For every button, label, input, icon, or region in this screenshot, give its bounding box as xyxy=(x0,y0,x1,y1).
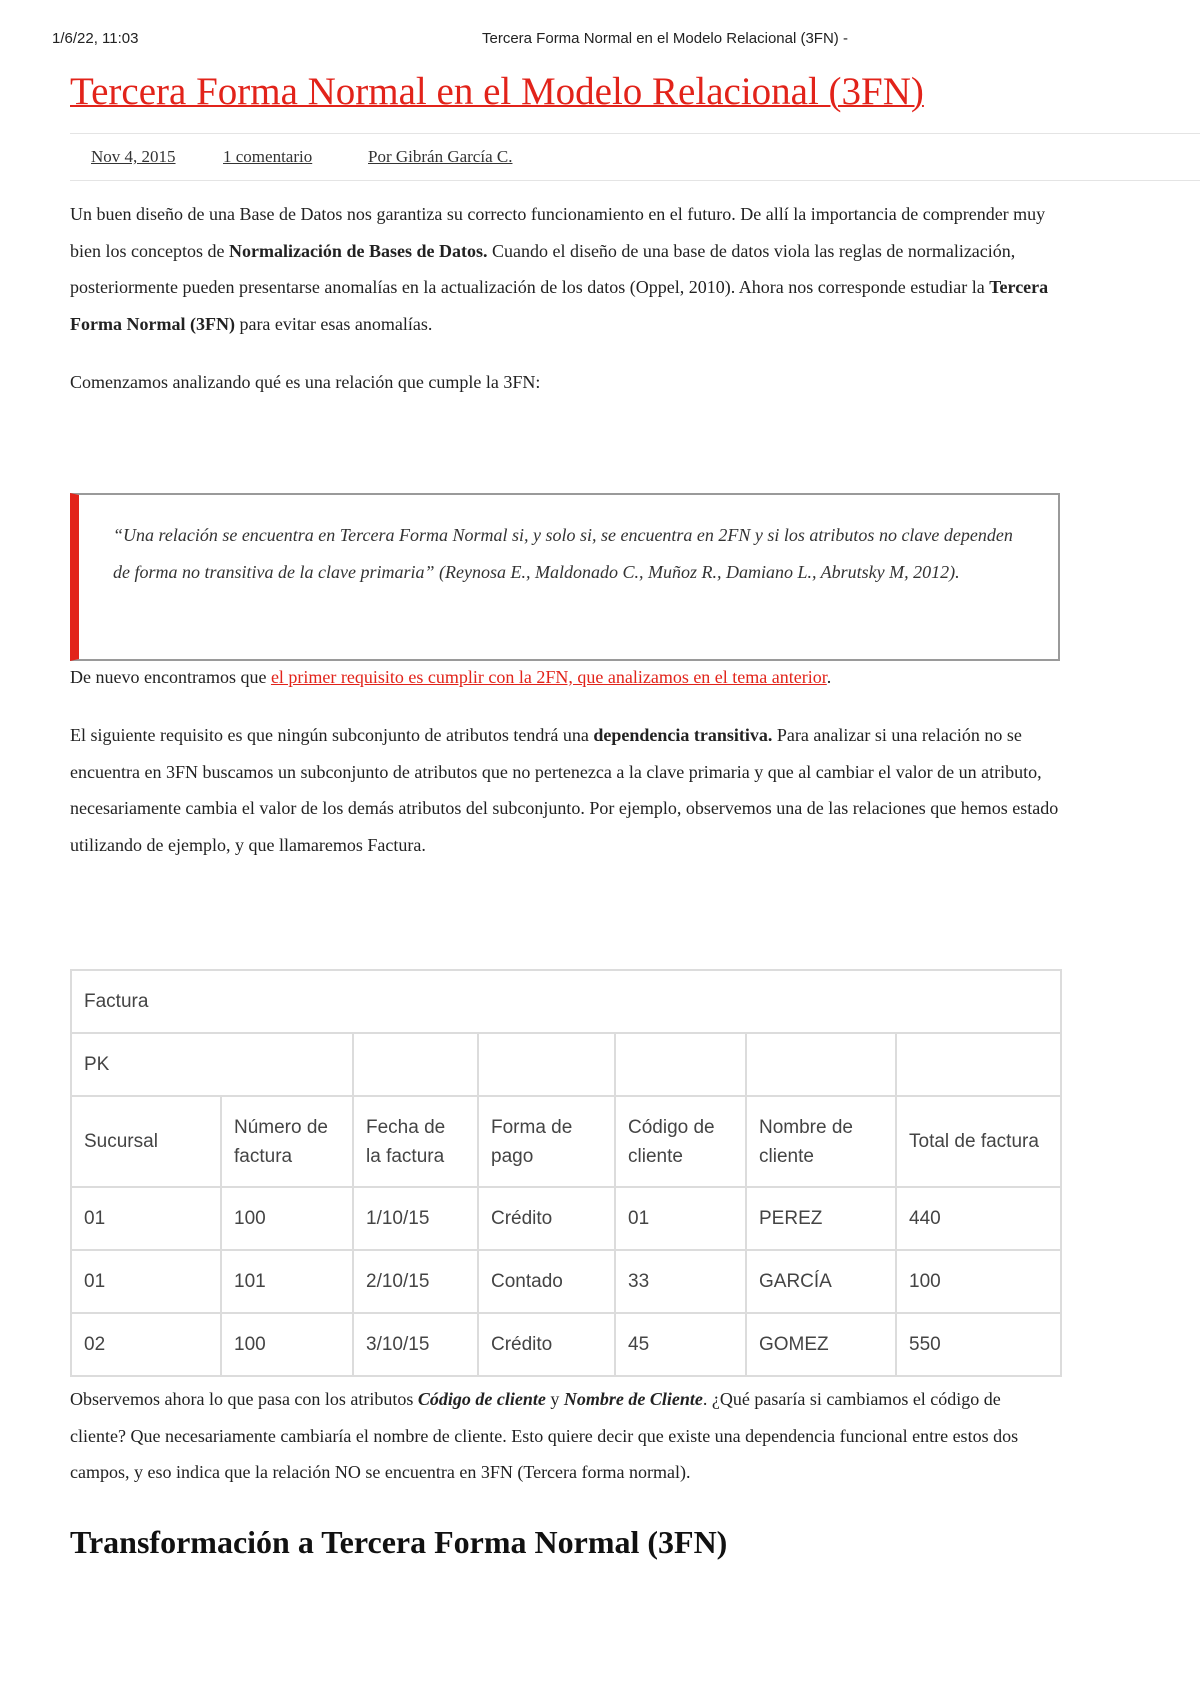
table-cell: 100 xyxy=(896,1250,1061,1313)
definition-blockquote: “Una relación se encuentra en Tercera Forma Normal si, y solo si, se encuentra en 2FN y si los atributos no clave dependen de forma no transitiva de la clave primaria” (Reynosa E., Maldonado C., Muñoz R., Damiano L., Abrutsky M, 2012). xyxy=(70,493,1060,661)
table-row xyxy=(71,1187,1061,1250)
table-cell: 100 xyxy=(221,1187,353,1250)
definition-intro-paragraph: Comenzamos analizando qué es una relación que cumple la 3FN: xyxy=(70,372,541,392)
table-row xyxy=(71,1313,1061,1376)
table-cell xyxy=(353,1033,478,1096)
print-page-title: Tercera Forma Normal en el Modelo Relacional (3FN) - xyxy=(482,30,848,47)
previous-topic-link[interactable]: el primer requisito es cumplir con la 2FN, que analizamos en el tema anterior xyxy=(270,667,827,687)
table-cell: Crédito xyxy=(478,1187,615,1250)
pk-cell: PK xyxy=(71,1033,353,1096)
analysis-paragraph: Observemos ahora lo que pasa con los atributos Código de cliente y Nombre de Cliente. ¿Qué pasaría si cambiamos el código de cliente? Que necesariamente cambiaría el nombre de cliente. Esto quiere decir que existe una dependencia funcional entre estos dos campos, y eso indica que la relación NO se encuentra en 3FN (Tercera forma normal). xyxy=(70,1389,1019,1482)
bold-codigo-cliente: Código de cliente xyxy=(417,1389,546,1409)
table-cell: 33 xyxy=(615,1250,746,1313)
table-row xyxy=(71,1033,1061,1096)
table-cell: 101 xyxy=(221,1250,353,1313)
table-cell: 100 xyxy=(221,1313,353,1376)
table-cell xyxy=(615,1033,746,1096)
intro-paragraph: Un buen diseño de una Base de Datos nos garantiza su correcto funcionamiento en el futuro. De allí la importancia de comprender muy bien los conceptos de Normalización de Bases de Datos. Cuando el diseño de una base de datos viola las reglas de normalización, posteriormente pueden presentarse anomalías en la actualización de los datos (Oppel, 2010). Ahora nos corresponde estudiar la Tercera Forma Normal (3FN) para evitar esas anomalías. xyxy=(70,204,1049,334)
print-header xyxy=(0,30,1200,50)
post-title-link[interactable]: Tercera Forma Normal en el Modelo Relacional (3FN) xyxy=(70,70,924,113)
comments-link[interactable]: 1 comentario xyxy=(223,147,313,166)
transitive-dependency-paragraph: El siguiente requisito es que ningún subconjunto de atributos tendrá una dependencia transitiva. Para analizar si una relación no se encuentra en 3FN buscamos un subconjunto de atributos que no pertenezca a la clave primaria y que al cambiar el valor de un atributo, necesariamente cambia el valor de los demás atributos del subconjunto. Por ejemplo, observemos una de las relaciones que hemos estado utilizando de ejemplo, y que llamaremos Factura. xyxy=(70,725,1059,855)
column-header: Código de cliente xyxy=(615,1096,746,1187)
table-cell: 3/10/15 xyxy=(353,1313,478,1376)
column-header: Sucursal xyxy=(71,1096,221,1187)
table-cell xyxy=(746,1033,896,1096)
table-cell: 01 xyxy=(71,1250,221,1313)
table-row xyxy=(71,970,1061,1033)
table-cell xyxy=(896,1033,1061,1096)
author-link[interactable]: Por Gibrán García C. xyxy=(368,147,513,166)
bold-nombre-cliente: Nombre de Cliente xyxy=(563,1389,703,1409)
table-cell: GOMEZ xyxy=(746,1313,896,1376)
factura-table xyxy=(70,969,1062,1377)
table-cell: 440 xyxy=(896,1187,1061,1250)
bold-3fn: Tercera Forma Normal (3FN) xyxy=(70,277,1049,334)
table-header-row xyxy=(71,1096,1061,1187)
column-header: Nombre de cliente xyxy=(746,1096,896,1187)
table-cell: Crédito xyxy=(478,1313,615,1376)
table-cell: Contado xyxy=(478,1250,615,1313)
column-header: Forma de pago xyxy=(478,1096,615,1187)
post-meta xyxy=(70,133,1200,181)
bold-normalizacion: Normalización de Bases de Datos. xyxy=(228,240,488,261)
table-cell: 45 xyxy=(615,1313,746,1376)
column-header: Fecha de la factura xyxy=(353,1096,478,1187)
post-date-link[interactable]: Nov 4, 2015 xyxy=(91,147,176,166)
table-cell: 01 xyxy=(71,1187,221,1250)
article xyxy=(70,66,1200,1560)
table-cell: 01 xyxy=(615,1187,746,1250)
bold-dependencia-transitiva: dependencia transitiva. xyxy=(593,725,773,745)
table-cell: 02 xyxy=(71,1313,221,1376)
table-cell: 2/10/15 xyxy=(353,1250,478,1313)
column-header: Total de factura xyxy=(896,1096,1061,1187)
table-cell: 1/10/15 xyxy=(353,1187,478,1250)
requirement-paragraph: De nuevo encontramos que el primer requisito es cumplir con la 2FN, que analizamos en el tema anterior. xyxy=(70,667,832,687)
section-heading: Transformación a Tercera Forma Normal (3FN) xyxy=(70,1524,728,1560)
table-row xyxy=(71,1250,1061,1313)
print-date: 1/6/22, 11:03 xyxy=(52,30,139,47)
column-header: Número de factura xyxy=(221,1096,353,1187)
table-cell xyxy=(478,1033,615,1096)
table-cell: GARCÍA xyxy=(746,1250,896,1313)
table-cell: 550 xyxy=(896,1313,1061,1376)
table-name-cell: Factura xyxy=(71,970,1061,1033)
table-cell: PEREZ xyxy=(746,1187,896,1250)
